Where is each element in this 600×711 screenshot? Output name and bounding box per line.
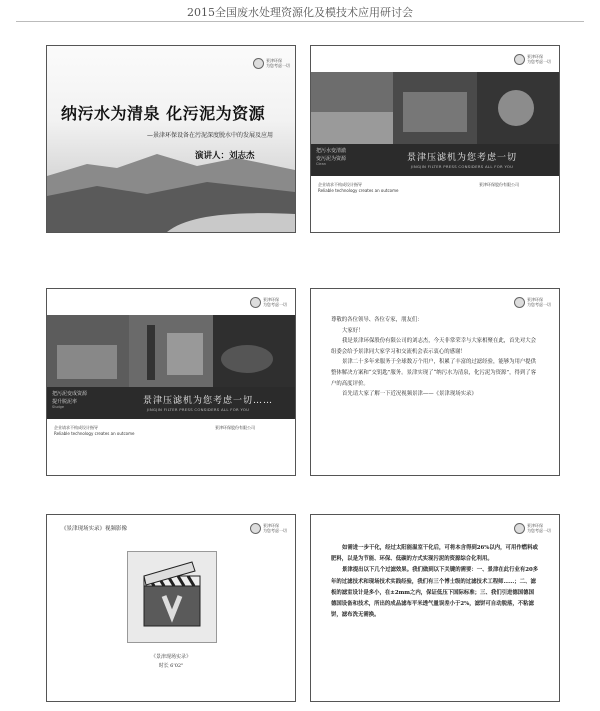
logo-seal-icon bbox=[514, 54, 525, 65]
slide-footer-right: 景津环保股份有限公司 bbox=[479, 182, 519, 187]
banner-line2: 提升脱泥率 bbox=[52, 399, 78, 405]
video-title-caption: 《景津现场实录》 bbox=[150, 654, 191, 660]
logo-line2: 为您考虑一切 bbox=[266, 62, 290, 68]
company-logo bbox=[514, 523, 551, 534]
paragraph: 景津提出以下几个过滤效果。我们做到以下关键的需要：一、景津在此行业有20多年的过滤技术和现场技术实践经验，我们有三个博士级的过滤技术工程师……；二、滤板的滤室设计是多小，在±2mm之内，保证低压下国际标准；三、我们引进德国德国德国设备和技术，所出的成品滤布平米透气量误差小于2%，滤饼可自动脱落，不粘滤饼，滤布洗无需换。 bbox=[331, 567, 539, 619]
slide-subtitle: —景津环保设备在污泥深度脱水中的发展及应用 bbox=[146, 132, 273, 139]
footer-line2: Reliable technology creates an outcome bbox=[318, 187, 399, 193]
header-divider bbox=[16, 21, 584, 22]
factory-photos-image bbox=[311, 72, 559, 144]
video-heading: 《景津现场实录》视频影像 bbox=[61, 526, 128, 532]
page-header: 2015全国废水处理资源化及模技术应用研讨会 bbox=[187, 6, 413, 19]
logo-line1: 景津环保 bbox=[263, 522, 279, 528]
logo-seal-icon bbox=[514, 523, 525, 534]
logo-seal-icon bbox=[514, 297, 525, 308]
paragraph: 如需进一步干化，经过太阳能温室干化后，可将本含得到26%以内，可用作燃料或肥料，以是为节能、环保、低碳的方式实现污泥的资源综合化利用。 bbox=[331, 545, 538, 563]
logo-line1: 景津环保 bbox=[527, 53, 543, 59]
footer-line1: 企业请求不构成设计指导 bbox=[54, 425, 98, 430]
banner-slogan: 景津压滤机为您考虑一切…… bbox=[143, 396, 274, 406]
sludge-photos-image bbox=[47, 315, 295, 387]
paragraph: 我是景津环保股份有限公司的刘志杰，今天非常荣幸与大家相聚在此，首先对大会组委会给予景津同大家学习和交流机会表示衷心的感谢！ bbox=[331, 338, 537, 355]
paragraph: 景津二十多年来服务于全球数万个用户，积累了丰富的过滤经验，能够为用户提供整体解决方案和“交钥匙”服务。景津实现了“纳污水为清泉，化污泥为资源”，得到了客户的高度评价。 bbox=[331, 359, 537, 387]
slide-video bbox=[46, 514, 296, 702]
banner-line3: Sludge bbox=[52, 405, 65, 409]
slide-footer-right: 景津环保股份有限公司 bbox=[215, 425, 255, 430]
slide-footer-left bbox=[318, 182, 398, 193]
clapperboard-icon bbox=[128, 552, 216, 642]
slide-footer-left bbox=[54, 425, 134, 436]
slide-body-text bbox=[331, 315, 539, 400]
logo-line1: 景津环保 bbox=[263, 296, 279, 302]
logo-line2: 为您考虑一切 bbox=[527, 527, 551, 533]
slide-body-text bbox=[331, 543, 539, 621]
logo-line2: 为您考虑一切 bbox=[263, 527, 287, 533]
video-thumbnail[interactable] bbox=[127, 551, 217, 643]
logo-line2: 为您考虑一切 bbox=[527, 301, 551, 307]
footer-line1: 企业请求不构成设计指导 bbox=[318, 182, 362, 187]
logo-line1: 景津环保 bbox=[527, 522, 543, 528]
slide-greeting-text bbox=[310, 288, 560, 476]
logo-line1: 景津环保 bbox=[527, 296, 543, 302]
banner-slogan-en: JINGJIN FILTER PRESS CONSIDERS ALL FOR YOU bbox=[411, 164, 514, 169]
logo-seal-icon bbox=[253, 58, 264, 69]
slide-title-text: 纳污水为清泉 化污泥为资源 bbox=[61, 104, 266, 123]
banner-line1: 把污水变清澈 bbox=[316, 148, 347, 154]
video-duration: 时长 6'02" bbox=[158, 663, 184, 669]
banner-band bbox=[311, 144, 559, 176]
logo-line2: 为您考虑一切 bbox=[263, 301, 287, 307]
company-logo bbox=[253, 58, 290, 69]
logo-seal-icon bbox=[250, 523, 261, 534]
banner-slogan-en: JINGJIN FILTER PRESS CONSIDERS ALL FOR YOU bbox=[147, 407, 250, 412]
logo-line2: 为您考虑一切 bbox=[527, 58, 551, 64]
banner-slogan: 景津压滤机为您考虑一切 bbox=[407, 153, 518, 163]
paragraph: 首先请大家了解一下近况视频景津——《景津现场实录》 bbox=[342, 391, 477, 398]
logo-line1: 景津环保 bbox=[266, 57, 282, 63]
banner-band bbox=[47, 387, 295, 419]
banner-line1: 把污泥变成资源 bbox=[52, 391, 88, 397]
company-logo bbox=[250, 523, 287, 534]
slide-title bbox=[46, 45, 296, 233]
banner-line2: 变污泥为资源 bbox=[316, 156, 347, 162]
paragraph: 尊敬的各位领导、各位专家，朋友们： bbox=[331, 317, 423, 323]
speaker-name: 演讲人：刘志杰 bbox=[195, 151, 255, 161]
company-logo bbox=[250, 297, 287, 308]
footer-line2: Reliable technology creates an outcome bbox=[54, 430, 135, 436]
company-logo bbox=[514, 297, 551, 308]
banner-line3: Clean bbox=[316, 162, 326, 166]
slide-photo-banner-1 bbox=[310, 45, 560, 233]
company-logo bbox=[514, 54, 551, 65]
slide-technical-text bbox=[310, 514, 560, 702]
mountain-landscape-image bbox=[47, 46, 295, 232]
logo-seal-icon bbox=[250, 297, 261, 308]
paragraph: 大家好！ bbox=[342, 327, 364, 334]
slide-photo-banner-2 bbox=[46, 288, 296, 476]
